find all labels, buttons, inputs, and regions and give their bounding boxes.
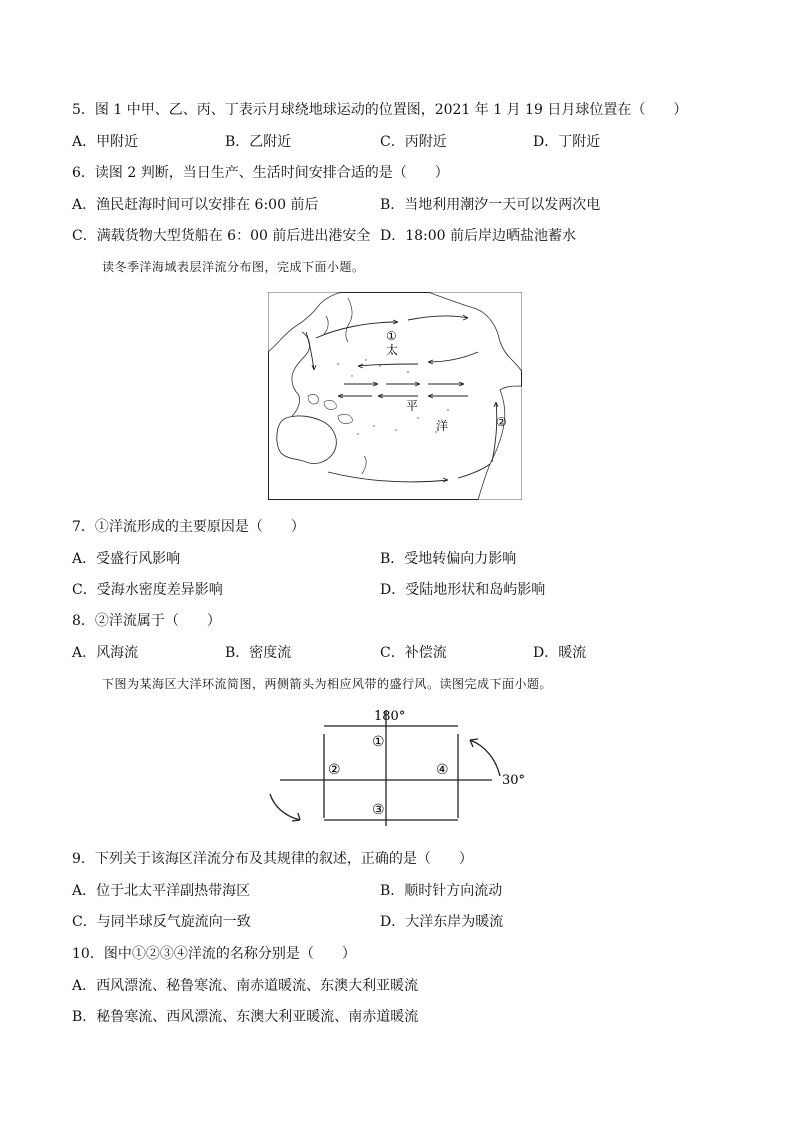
map-label-1: ①: [386, 329, 397, 343]
q9-option-b: B．顺时针方向流动: [380, 883, 503, 899]
q6-option-a: A．渔民赶海时间可以安排在 6:00 前后: [72, 197, 319, 213]
ocean-circulation-diagram: [262, 702, 532, 832]
intro-ocean-current-map: 读冬季洋海域表层洋流分布图，完成下面小题。: [102, 260, 365, 274]
q7-option-b: B．受地转偏向力影响: [380, 551, 517, 567]
q10-option-b: B．秘鲁寒流、西风漂流、东澳大利亚暖流、南赤道暖流: [72, 1009, 419, 1025]
q10-option-a: A．西风漂流、秘鲁寒流、南赤道暖流、东澳大利亚暖流: [72, 978, 419, 994]
q8-option-a: A．风海流: [72, 645, 139, 661]
q9-option-a: A．位于北太平洋副热带海区: [72, 883, 251, 899]
pacific-current-map: [268, 292, 522, 500]
q8-option-b: B．密度流: [225, 645, 292, 661]
map-char-yang: 洋: [436, 419, 449, 433]
circulation-label-2: ②: [328, 762, 341, 778]
circulation-label-4: ④: [436, 762, 449, 778]
q7-option-c: C．受海水密度差异影响: [72, 582, 223, 598]
q5-option-a: A．甲附近: [72, 134, 139, 150]
longitude-180-label: 180°: [374, 709, 406, 724]
q5-option-b: B．乙附近: [225, 134, 292, 150]
q5-option-c: C．丙附近: [380, 134, 447, 150]
circulation-label-3: ③: [372, 802, 385, 818]
q8-option-d: D．暖流: [533, 645, 587, 661]
q8-stem: 8．②洋流属于（ ）: [72, 613, 221, 629]
q10-stem: 10．图中①②③④洋流的名称分别是（ ）: [72, 946, 356, 962]
q9-option-d: D．大洋东岸为暖流: [380, 914, 504, 930]
intro-circulation-diagram: 下图为某海区大洋环流简图，两侧箭头为相应风带的盛行风。读图完成下面小题。: [102, 677, 553, 691]
q7-option-d: D．受陆地形状和岛屿影响: [380, 582, 546, 598]
q5-option-d: D．丁附近: [533, 134, 601, 150]
q8-option-c: C．补偿流: [380, 645, 447, 661]
q5-stem: 5．图 1 中甲、乙、丙、丁表示月球绕地球运动的位置图，2021 年 1 月 19 日月球位置在（ ）: [72, 102, 688, 118]
q6-stem: 6．读图 2 判断，当日生产、生活时间安排合适的是（ ）: [72, 165, 449, 181]
q7-option-a: A．受盛行风影响: [72, 551, 181, 567]
q9-option-c: C．与同半球反气旋流向一致: [72, 914, 251, 930]
map-char-tai: 太: [386, 343, 399, 357]
q6-option-d: D．18:00 前后岸边晒盐池蓄水: [380, 228, 577, 244]
circulation-label-1: ①: [372, 734, 385, 750]
q7-stem: 7．①洋流形成的主要原因是（ ）: [72, 519, 305, 535]
q6-option-c: C．满载货物大型货船在 6：00 前后进出港安全: [72, 228, 371, 244]
map-label-2: ②: [496, 415, 507, 429]
latitude-30-label: 30°: [502, 773, 526, 788]
q9-stem: 9．下列关于该海区洋流分布及其规律的叙述，正确的是（ ）: [72, 851, 473, 867]
q6-option-b: B．当地利用潮汐一天可以发两次电: [380, 197, 601, 213]
map-char-ping: 平: [406, 399, 419, 413]
